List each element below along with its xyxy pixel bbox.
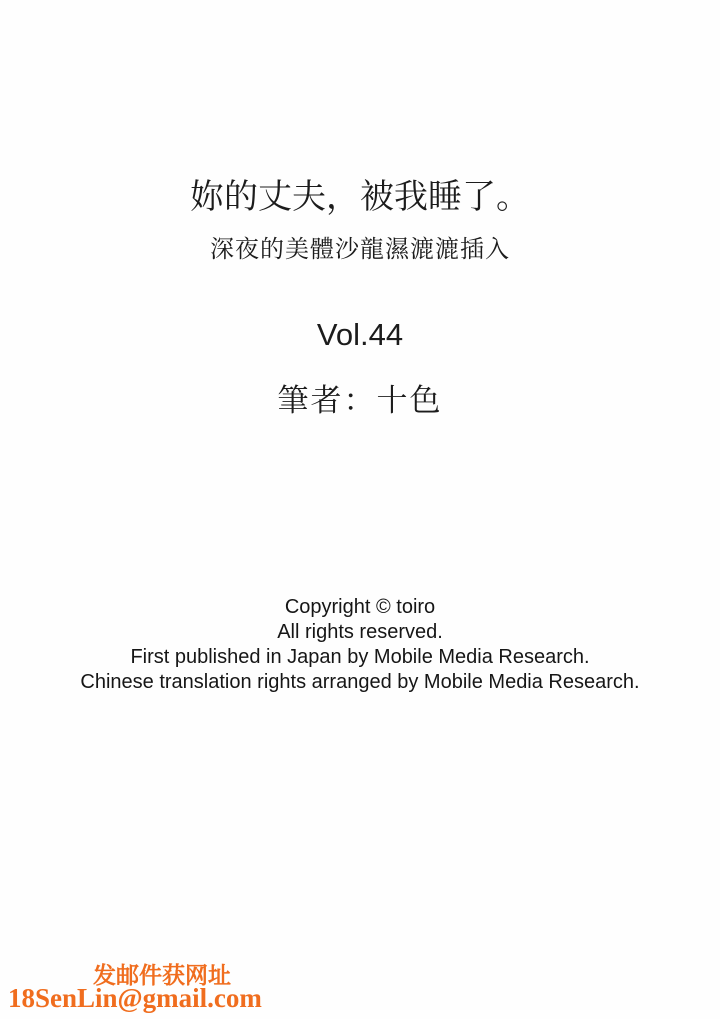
contact-watermark-label: 发邮件获网址 [93, 962, 231, 988]
page-subtitle: 深夜的美體沙龍濕漉漉插入 [210, 236, 510, 263]
copyright-block [0, 595, 720, 695]
page-title: 妳的丈夫，被我睡了。 [190, 178, 530, 216]
first-published-line: First published in Japan by Mobile Media Research. [130, 646, 590, 668]
volume-label: Vol.44 [316, 317, 404, 352]
rights-reserved-line: All rights reserved. [277, 621, 443, 643]
translation-rights-line: Chinese translation rights arranged by Mobile Media Research. [80, 671, 640, 693]
copyright-line: Copyright © toiro [284, 596, 436, 618]
contact-email: 18SenLin@gmail.com [8, 983, 262, 1013]
author-label: 筆者：十色 [277, 383, 443, 418]
